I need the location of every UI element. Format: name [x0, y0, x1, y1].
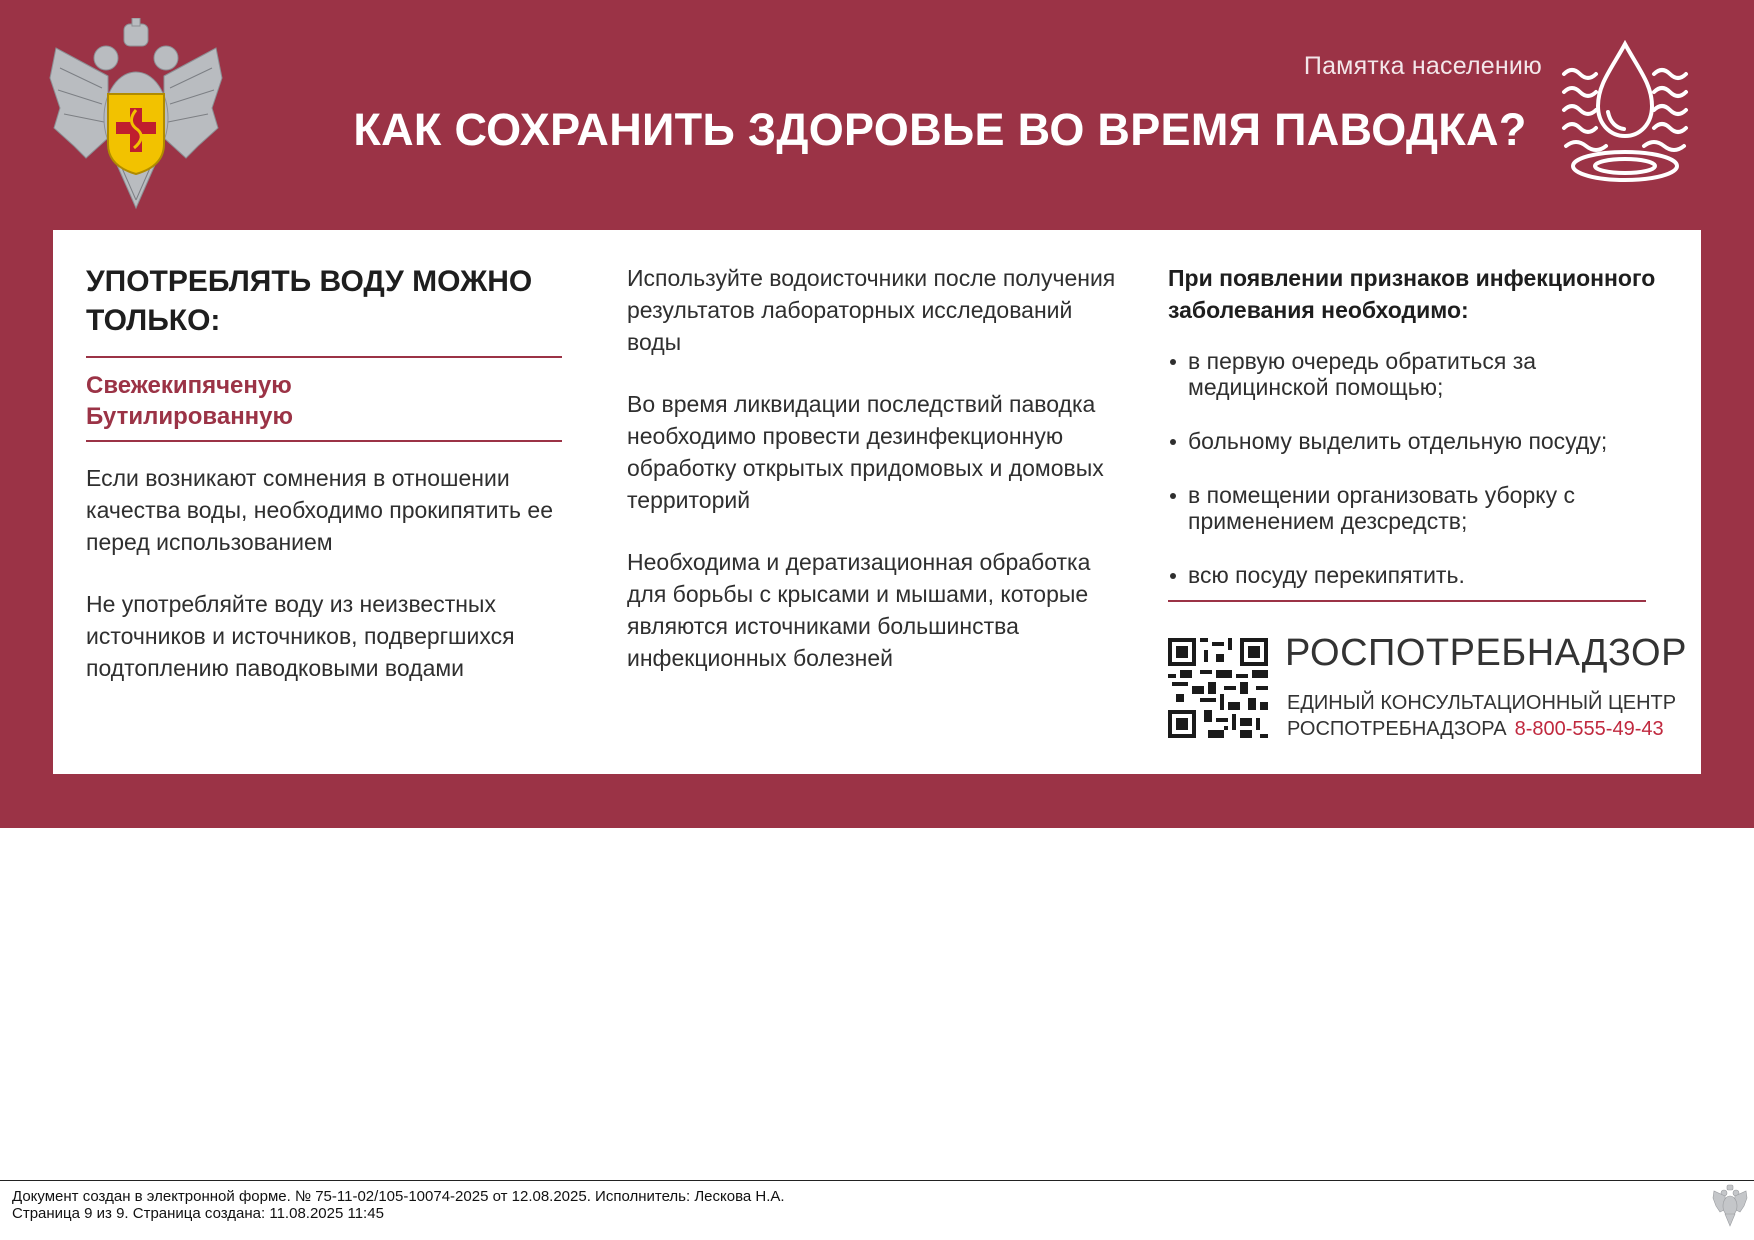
- infection-heading: При появлении признаков инфекционного заболевания необходимо:: [1168, 265, 1656, 323]
- option-boiled: Свежекипяченую: [86, 372, 292, 399]
- water-options: [86, 358, 562, 440]
- consult-center-line2: [1287, 718, 1664, 741]
- poster-subtitle: Памятка населению: [1303, 52, 1542, 80]
- list-item: в помещении организовать уборку с применением дезсредств;: [1168, 482, 1663, 534]
- list-item: больному выделить отдельную посуду;: [1168, 428, 1663, 454]
- small-eagle-emblem-icon: [1712, 1184, 1748, 1228]
- drinking-water-heading: УПОТРЕБЛЯТЬ ВОДУ МОЖНО ТОЛЬКО:: [86, 265, 533, 337]
- deratization-paragraph: Необходима и дератизационная обработка для борьбы с крысами и мышами, которые являются источниками большинства инфекционных болезней: [627, 549, 1091, 671]
- disinfection-paragraph: Во время ликвидации последствий паводка необходимо провести дезинфекционную обработку открытых придомовых и домовых территорий: [627, 391, 1104, 513]
- footer-document-info: Документ создан в электронной форме. № 75-11-02/105-10074-2025 от 12.08.2025. Исполнитель: Лескова Н.А.: [12, 1188, 785, 1205]
- poster-title: КАК СОХРАНИТЬ ЗДОРОВЬЕ ВО ВРЕМЯ ПАВОДКА?: [353, 104, 1527, 155]
- consult-center-org: РОСПОТРЕБНАДЗОРА: [1287, 718, 1507, 740]
- column-measures: [627, 262, 1127, 674]
- divider: [86, 440, 562, 442]
- list-item: в первую очередь обратиться за медицинской помощью;: [1168, 348, 1663, 400]
- unknown-sources-paragraph: Не употребляйте воду из неизвестных источников и источников, подвергшихся подтоплению паводковыми водами: [86, 591, 515, 681]
- option-bottled: Бутилированную: [86, 403, 294, 430]
- org-name: РОСПОТРЕБНАДЗОР: [1285, 632, 1687, 674]
- lab-tests-paragraph: Используйте водоисточники после получения результатов лабораторных исследований воды: [627, 265, 1116, 355]
- qr-code-icon: [1168, 638, 1268, 738]
- list-item: всю посуду перекипятить.: [1168, 562, 1663, 588]
- infection-steps-list: [1168, 348, 1663, 588]
- column-infection-signs: [1168, 262, 1663, 602]
- water-drop-icon: [1560, 40, 1690, 185]
- footer-page-info: Страница 9 из 9. Страница создана: 11.08.2025 11:45: [12, 1205, 384, 1222]
- consult-center-line1: ЕДИНЫЙ КОНСУЛЬТАЦИОННЫЙ ЦЕНТР: [1287, 692, 1677, 714]
- footer-divider: [0, 1180, 1754, 1181]
- divider: [1168, 600, 1646, 602]
- hotline-phone: 8-800-555-49-43: [1514, 718, 1664, 740]
- content-panel: [53, 230, 1701, 774]
- doubt-paragraph: Если возникают сомнения в отношении качества воды, необходимо прокипятить ее перед использованием: [86, 465, 553, 555]
- double-headed-eagle-emblem-icon: [46, 18, 226, 218]
- column-drinking-water: [86, 262, 562, 684]
